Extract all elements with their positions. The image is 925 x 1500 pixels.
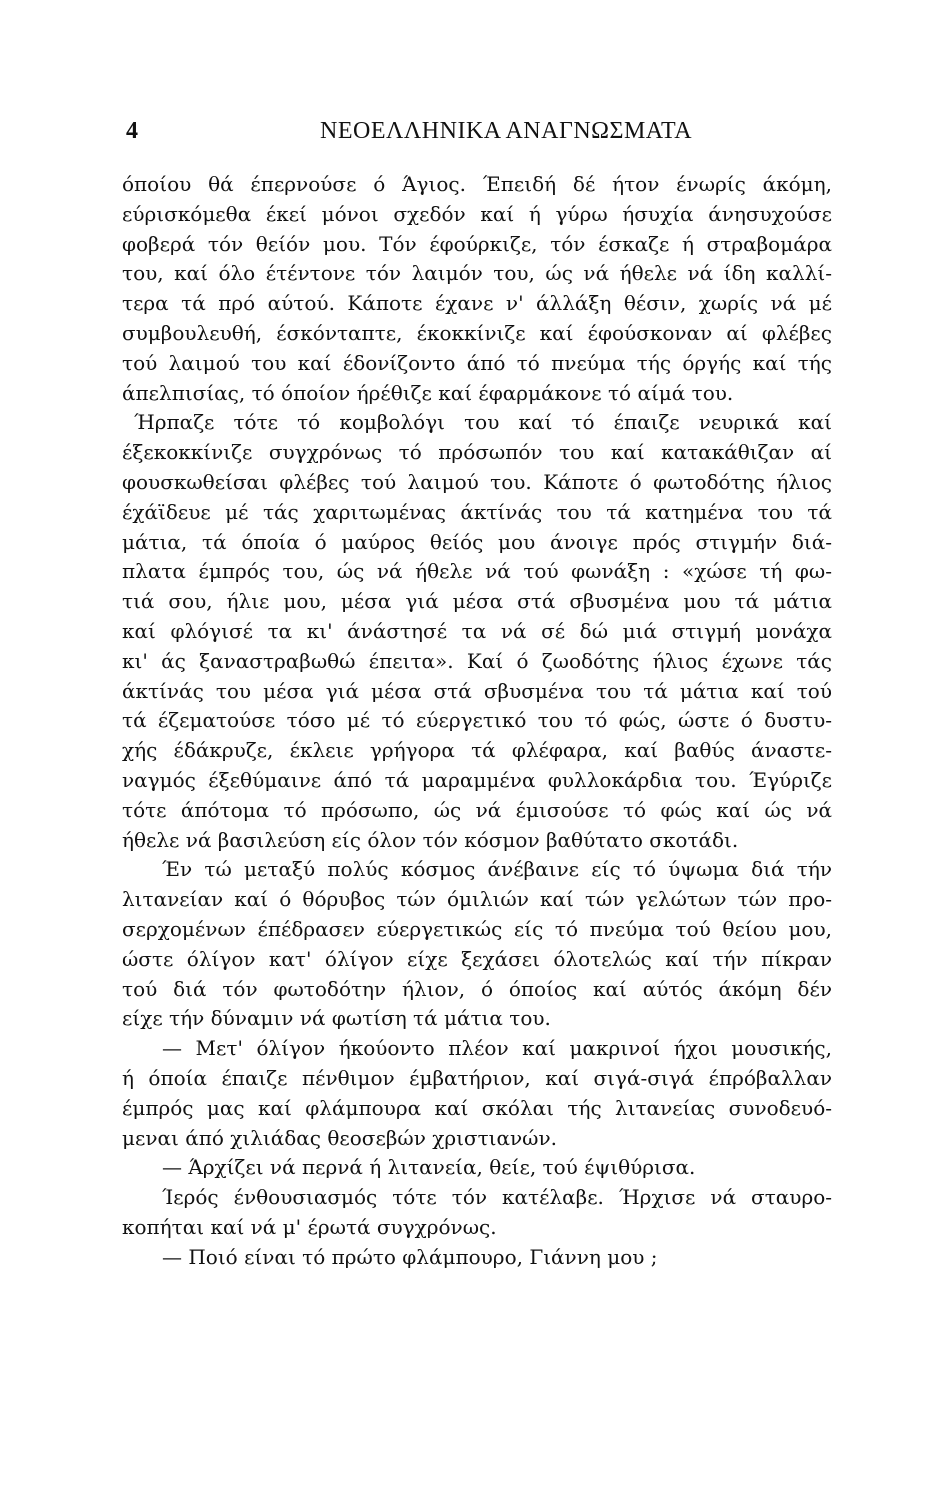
text-line: πλατα έμπρός του, ώς νά ήθελε νά τού φωνάξη : «χώσε τή φω- <box>122 559 832 584</box>
text-line: — Μετ' όλίγον ήκούοντο πλέον καί μακρινοί ήχοι μουσικής, <box>162 1036 832 1061</box>
text-line: τότε άπότομα τό πρόσωπο, ώς νά έμισούσε τό φώς καί ώς νά <box>122 797 832 822</box>
text-line: φοβερά τόν θείόν μου. Τόν έφούρκιζε, τόν έσκαζε ή στραβομάρα <box>122 231 832 256</box>
text-line: έμπρός μας καί φλάμπουρα καί σκόλαι τής λιτανείας συνοδευό- <box>122 1095 832 1120</box>
text-line: ώστε όλίγον κατ' όλίγον είχε ξεχάσει όλοτελώς καί τήν πίκραν <box>122 946 832 971</box>
text-line: ή όποία έπαιζε πένθιμον έμβατήριον, καί σιγά-σιγά έπρόβαλλαν <box>122 1065 832 1090</box>
text-line: τού διά τόν φωτοδότην ήλιον, ό όποίος καί αύτός άκόμη δέν <box>122 976 832 1001</box>
text-line: ήθελε νά βασιλεύση είς όλον τόν κόσμον βαθύτατο σκοτάδι. <box>122 827 739 852</box>
text-line: άπελπισίας, τό όποίον ήρέθιζε καί έφαρμάκονε τό αίμά του. <box>122 380 734 405</box>
text-line: όποίου θά έπερνούσε ό Άγιος. Έπειδή δέ ήτον ένωρίς άκόμη, <box>122 172 832 196</box>
text-line: ναγμός έξεθύμαινε άπό τά μαραμμένα φυλλοκάρδια του. Έγύριζε <box>122 767 832 792</box>
text-line: χής έδάκρυζε, έκλειε γρήγορα τά φλέφαρα, καί βαθύς άναστε- <box>122 738 832 763</box>
text-line: φουσκωθείσαι φλέβες τού λαιμού του. Κάποτε ό φωτοδότης ήλιος <box>122 469 832 494</box>
text-line: καί φλόγισέ τα κι' άνάστησέ τα νά σέ δώ μιά στιγμή μονάχα <box>122 618 832 643</box>
page-number: 4 <box>126 118 138 144</box>
running-title: ΝΕΟΕΛΛΗΝΙΚΑ ΑΝΑΓΝΩΣΜΑΤΑ <box>320 118 693 144</box>
text-line: μεναι άπό χιλιάδας θεοσεβών χριστιανών. <box>122 1125 557 1150</box>
text-line: έξεκοκκίνιζε συγχρόνως τό πρόσωπόν του καί κατακάθιζαν αί <box>122 440 832 465</box>
text-line: έχάϊδευε μέ τάς χαριτωμένας άκτίνάς του τά κατημένα του τά <box>122 499 832 524</box>
body-text <box>122 170 832 1272</box>
text-line: Έν τώ μεταξύ πολύς κόσμος άνέβαινε είς τό ύψωμα διά τήν <box>162 857 832 882</box>
text-line: κι' άς ξαναστραβωθώ έπειτα». Καί ό ζωοδότης ήλιος έχωνε τάς <box>122 648 832 673</box>
text-line: Ήρπαζε τότε τό κομβολόγι του καί τό έπαιζε νευρικά καί <box>134 410 832 435</box>
text-line: άκτίνάς του μέσα γιά μέσα στά σβυσμένα του τά μάτια καί τού <box>122 678 832 703</box>
text-line: λιτανείαν καί ό θόρυβος τών όμιλιών καί τών γελώτων τών προ- <box>122 887 832 912</box>
text-line: μάτια, τά όποία ό μαύρος θείός μου άνοιγε πρός στιγμήν διά- <box>122 529 832 554</box>
text-line: Ίερός ένθουσιασμός τότε τόν κατέλαβε. Ήρχισε νά σταυρο- <box>162 1185 832 1210</box>
text-line: του, καί όλο έτέντονε τόν λαιμόν του, ώς νά ήθελε νά ίδη καλλί- <box>122 261 832 286</box>
page-header <box>120 118 830 154</box>
text-line: εύρισκόμεθα έκεί μόνοι σχεδόν καί ή γύρω ήσυχία άνησυχούσε <box>122 201 832 226</box>
text-line: τιά σου, ήλιε μου, μέσα γιά μέσα στά σβυσμένα μου τά μάτια <box>122 589 832 614</box>
text-line: — Ποιό είναι τό πρώτο φλάμπουρο, Γιάννη μου ; <box>162 1244 658 1269</box>
text-line: είχε τήν δύναμιν νά φωτίση τά μάτια του. <box>122 1006 551 1031</box>
text-line: τού λαιμού του καί έδονίζοντο άπό τό πνεύμα τής όργής καί τής <box>122 350 832 375</box>
text-line: συμβουλευθή, έσκόνταπτε, έκοκκίνιζε καί έφούσκοναν αί φλέβες <box>122 320 832 345</box>
text-line: τερα τά πρό αύτού. Κάποτε έχανε ν' άλλάξη θέσιν, χωρίς νά μέ <box>122 291 832 316</box>
text-line: — Άρχίζει νά περνά ή λιτανεία, θείε, τού έψιθύρισα. <box>162 1155 696 1180</box>
text-line: κοπήται καί νά μ' έρωτά συγχρόνως. <box>122 1214 497 1239</box>
text-line: σερχομένων έπέδρασεν εύεργετικώς είς τό πνεύμα τού θείου μου, <box>122 916 832 941</box>
text-line: τά έζεματούσε τόσο μέ τό εύεργετικό του τό φώς, ώστε ό δυστυ- <box>122 708 832 733</box>
